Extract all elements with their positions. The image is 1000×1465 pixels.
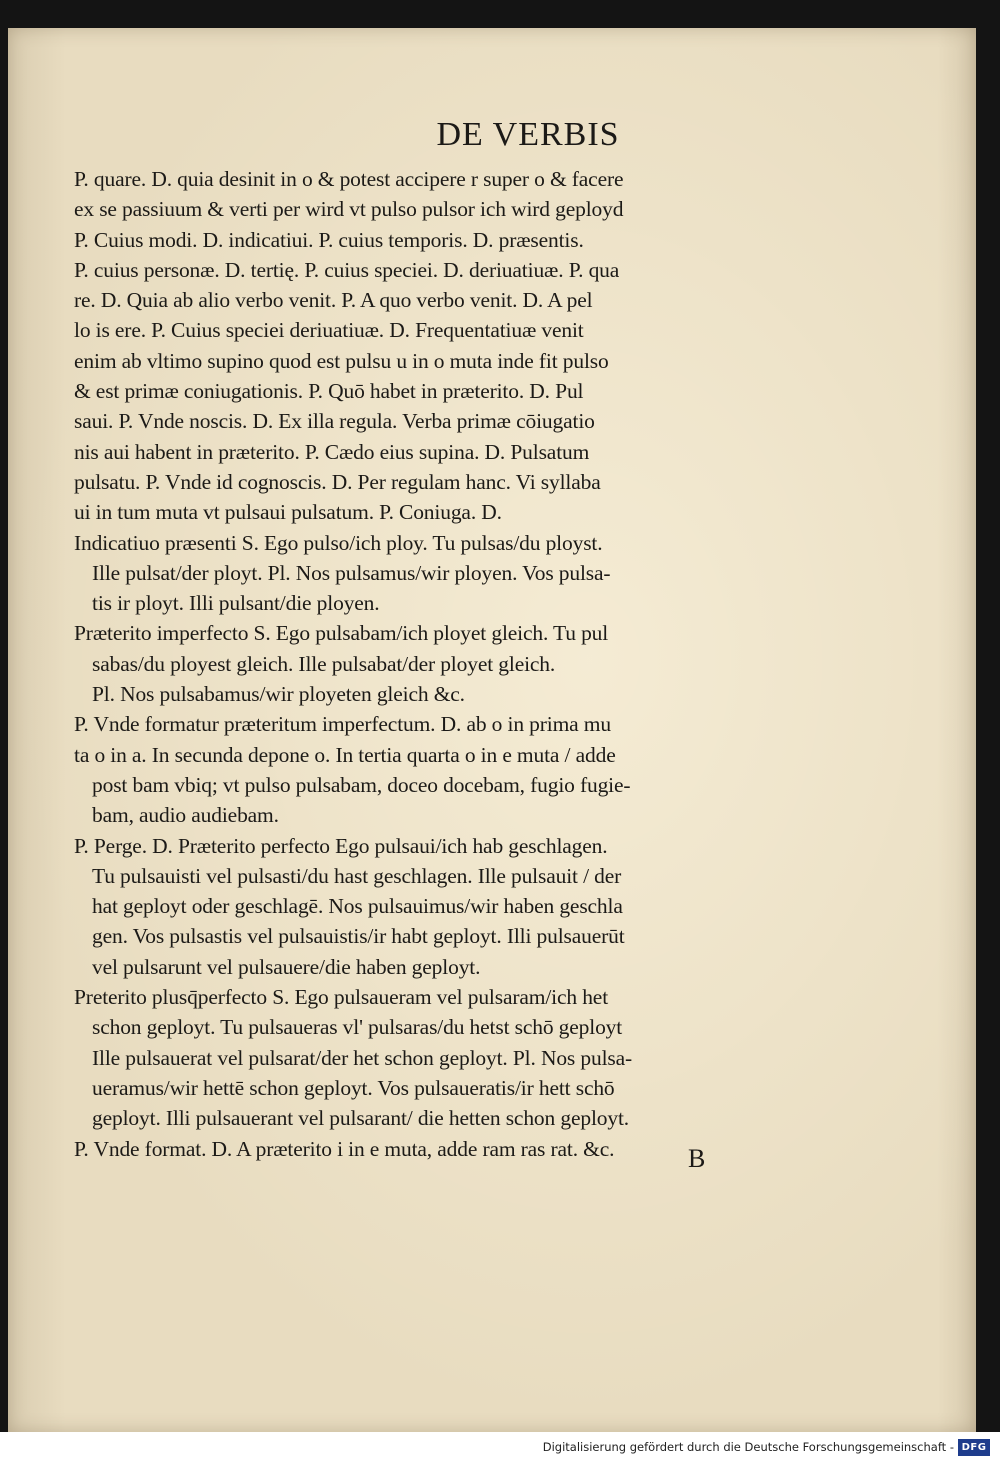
text-line: re. D. Quia ab alio verbo venit. P. A quo verbo venit. D. A pel xyxy=(74,288,593,313)
text-line: Indicatiuo præsenti S. Ego pulso/ich ploy. Tu pulsas/du ployst. xyxy=(74,530,603,555)
text-line: lo is ere. P. Cuius speciei deriuatiuæ. D. Frequentatiuæ venit xyxy=(74,318,584,343)
text-line: P. Perge. D. Præterito perfecto Ego pulsaui/ich hab geschlagen. xyxy=(74,833,608,858)
text-line: tis ir ployt. Illi pulsant/die ployen. xyxy=(92,591,380,616)
text-line: ueramus/wir hettē schon geployt. Vos pulsaueratis/ir hett schō xyxy=(92,1075,615,1100)
text-line: P. Vnde format. D. A præterito i in e muta, adde ram ras rat. &c. xyxy=(74,1136,615,1161)
text-line: nis aui habent in præterito. P. Cædo eius supina. D. Pulsatum xyxy=(74,439,590,464)
text-line: post bam vbiq; vt pulso pulsabam, doceo docebam, fugio fugie- xyxy=(92,772,631,797)
dfg-logo-icon: DFG xyxy=(958,1439,990,1456)
text-line: vel pulsarunt vel pulsauere/die haben geployt. xyxy=(92,954,481,979)
text-line: Preterito plusq̄perfecto S. Ego pulsaueram vel pulsaram/ich het xyxy=(74,985,609,1010)
book-page xyxy=(8,28,976,1432)
text-line: Ille pulsat/der ployt. Pl. Nos pulsamus/wir ployen. Vos pulsa- xyxy=(92,560,611,585)
text-line: enim ab vltimo supino quod est pulsu u in o muta inde fit pulso xyxy=(74,348,609,373)
text-line: Pl. Nos pulsabamus/wir ployeten gleich &c. xyxy=(92,682,465,707)
text-line: Tu pulsauisti vel pulsasti/du hast geschlagen. Ille pulsauit / der xyxy=(92,863,622,888)
text-line: Ille pulsauerat vel pulsarat/der het schon geployt. Pl. Nos pulsa- xyxy=(92,1045,633,1070)
text-line: ui in tum muta vt pulsaui pulsatum. P. Coniuga. D. xyxy=(74,500,502,525)
funding-credit: Digitalisierung gefördert durch die Deutsche Forschungsgemeinschaft - xyxy=(542,1440,954,1454)
page-text xyxy=(74,164,794,1164)
running-head: DE VERBIS xyxy=(436,116,620,153)
text-line: pulsatu. P. Vnde id cognoscis. D. Per regulam hanc. Vi syllaba xyxy=(74,469,601,494)
text-line: bam, audio audiebam. xyxy=(92,803,279,828)
text-line: gen. Vos pulsastis vel pulsauistis/ir habt geployt. Illi pulsauerūt xyxy=(92,924,625,949)
text-line: P. quare. D. quia desinit in o & potest accipere r super o & facere xyxy=(74,167,624,191)
signature-mark: B xyxy=(688,1144,706,1173)
text-line: sabas/du ployest gleich. Ille pulsabat/der ployet gleich. xyxy=(92,651,556,676)
text-line: P. Cuius modi. D. indicatiui. P. cuius temporis. D. præsentis. xyxy=(74,227,584,252)
text-line: & est primæ coniugationis. P. Quō habet in præterito. D. Pul xyxy=(74,379,584,404)
text-line: saui. P. Vnde noscis. D. Ex illa regula. Verba primæ cōiugatio xyxy=(74,409,595,434)
text-line: geployt. Illi pulsauerant vel pulsarant/ die hetten schon geployt. xyxy=(92,1106,630,1131)
text-line: Præterito imperfecto S. Ego pulsabam/ich ployet gleich. Tu pul xyxy=(74,621,609,646)
text-line: ta o in a. In secunda depone o. In tertia quarta o in e muta / adde xyxy=(74,742,616,767)
text-line: P. cuius personæ. D. tertię. P. cuius speciei. D. deriuatiuæ. P. qua xyxy=(74,257,620,282)
text-line: schon geployt. Tu pulsaueras vl' pulsaras/du hetst schō geployt xyxy=(92,1015,623,1040)
footer-bar xyxy=(0,1432,1000,1465)
text-line: ex se passiuum & verti per wird vt pulso pulsor ich wird geployd xyxy=(74,197,624,222)
text-line: P. Vnde formatur præteritum imperfectum. D. ab o in prima mu xyxy=(74,712,611,737)
text-line: hat geployt oder geschlagē. Nos pulsauimus/wir haben geschla xyxy=(92,894,623,919)
